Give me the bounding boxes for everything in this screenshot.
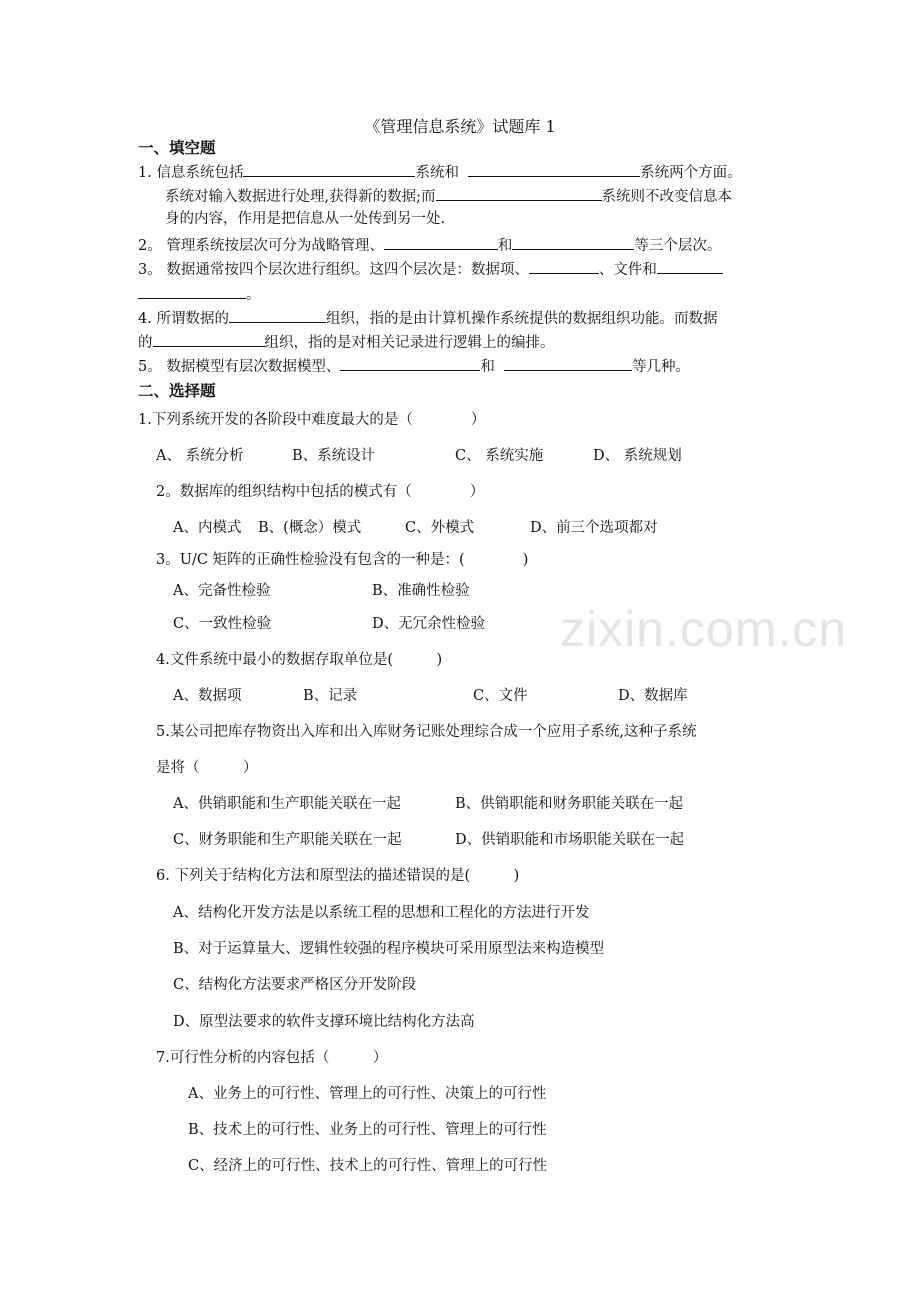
- text: 和: [480, 359, 495, 375]
- text: 1. 信息系统包括: [138, 165, 244, 181]
- text: 系统两个方面。: [640, 165, 742, 181]
- text: 系统对输入数据进行处理,获得新的数据;而: [165, 189, 436, 205]
- text: 系统则不改变信息本: [601, 189, 732, 205]
- text: 等三个层次。: [634, 238, 722, 254]
- choice-option[interactable]: C、结构化方法要求严格区分开发阶段: [173, 977, 417, 993]
- section-heading-fill-blank: 一、填空题: [138, 139, 216, 157]
- text: 的: [138, 335, 153, 351]
- answer-blank[interactable]: [468, 161, 640, 177]
- answer-blank[interactable]: [153, 331, 265, 347]
- choice-option[interactable]: D、前三个选项都对: [530, 520, 658, 536]
- choice-option[interactable]: D、无冗余性检验: [372, 616, 486, 632]
- text: 等几种。: [632, 359, 691, 375]
- answer-blank[interactable]: [243, 161, 415, 177]
- text: 、文件和: [598, 262, 657, 278]
- answer-blank[interactable]: [512, 234, 634, 250]
- choice-question-2: 2。数据库的组织结构中包括的模式有（ ）: [156, 484, 485, 500]
- choice-question-5-line2: 是将（ ）: [156, 760, 258, 776]
- text: 组织，指的是由计算机操作系统提供的数据组织功能。而数据: [325, 311, 718, 327]
- text: 系统和: [415, 165, 459, 181]
- text: 5。 数据模型有层次数据模型、: [138, 359, 341, 375]
- choice-question-4: 4.文件系统中最小的数据存取单位是( ): [156, 652, 443, 668]
- choice-option[interactable]: B、对于运算量大、逻辑性较强的程序模块可采用原型法来构造模型: [173, 941, 605, 957]
- choice-option[interactable]: B、系统设计: [292, 448, 376, 464]
- choice-question-7: 7.可行性分析的内容包括（ ）: [156, 1050, 388, 1066]
- answer-blank[interactable]: [436, 185, 602, 201]
- choice-option[interactable]: B、记录: [303, 688, 358, 704]
- choice-option[interactable]: C、 系统实施: [455, 448, 544, 464]
- answer-blank[interactable]: [657, 258, 723, 274]
- fill-question-1-line2: [165, 185, 732, 207]
- choice-option[interactable]: C、一致性检验: [173, 616, 272, 632]
- choice-question-5-line1: 5.某公司把库存物资出入库和出入库财务记账处理综合成一个应用子系统,这种子系统: [156, 724, 697, 740]
- choice-option[interactable]: A、数据项: [173, 688, 242, 704]
- choice-option[interactable]: A、完备性检验: [173, 583, 271, 599]
- fill-question-4-line2: [138, 331, 555, 353]
- choice-option[interactable]: A、 系统分析: [156, 448, 244, 464]
- choice-option[interactable]: D、供销职能和市场职能关联在一起: [455, 832, 685, 848]
- choice-question-3: 3。U/C 矩阵的正确性检验没有包含的一种是：( ): [156, 552, 529, 568]
- choice-option[interactable]: A、业务上的可行性、管理上的可行性、决策上的可行性: [188, 1086, 547, 1102]
- fill-question-1-line3: 身的内容，作用是把信息从一处传到另一处.: [165, 211, 446, 227]
- answer-blank[interactable]: [138, 283, 246, 299]
- fill-question-4-line1: [138, 307, 717, 329]
- choice-option[interactable]: A、结构化开发方法是以系统工程的思想和工程化的方法进行开发: [173, 905, 590, 921]
- answer-blank[interactable]: [340, 355, 480, 371]
- text: 组织，指的是对相关记录进行逻辑上的编排。: [264, 335, 555, 351]
- choice-option[interactable]: C、外模式: [405, 520, 475, 536]
- fill-question-3-line2: [138, 283, 261, 305]
- text: 。: [246, 287, 261, 303]
- choice-option[interactable]: B、供销职能和财务职能关联在一起: [455, 796, 684, 812]
- choice-option[interactable]: B、技术上的可行性、业务上的可行性、管理上的可行性: [188, 1122, 547, 1138]
- choice-option[interactable]: A、供销职能和生产职能关联在一起: [173, 796, 401, 812]
- choice-option[interactable]: A、内模式: [173, 520, 242, 536]
- fill-question-3-line1: [138, 258, 723, 280]
- choice-option[interactable]: B、准确性检验: [372, 583, 470, 599]
- text: 4. 所谓数据的: [138, 311, 229, 327]
- choice-option[interactable]: D、数据库: [618, 688, 688, 704]
- choice-option[interactable]: D、原型法要求的软件支撑环境比结构化方法高: [173, 1014, 475, 1030]
- answer-blank[interactable]: [504, 355, 632, 371]
- text: 2。 管理系统按层次可分为战略管理、: [138, 238, 384, 254]
- choice-question-6: 6. 下列关于结构化方法和原型法的描述错误的是( ): [156, 868, 520, 884]
- choice-option[interactable]: C、经济上的可行性、技术上的可行性、管理上的可行性: [188, 1158, 548, 1174]
- choice-option[interactable]: D、 系统规划: [593, 448, 682, 464]
- text: 和: [497, 238, 513, 254]
- document-title: 《管理信息系统》试题库 1: [364, 117, 556, 136]
- text: 3。 数据通常按四个层次进行组织。这四个层次是：数据项、: [138, 262, 529, 278]
- fill-question-1-line1: [138, 161, 742, 183]
- choice-option[interactable]: C、文件: [473, 688, 528, 704]
- section-heading-choice: 二、选择题: [138, 382, 216, 400]
- choice-option[interactable]: B、(概念）模式: [258, 520, 362, 536]
- answer-blank[interactable]: [384, 234, 498, 250]
- watermark: zixin.com.cn: [560, 601, 848, 657]
- choice-option[interactable]: C、财务职能和生产职能关联在一起: [173, 832, 402, 848]
- answer-blank[interactable]: [529, 258, 599, 274]
- fill-question-5: [138, 355, 690, 377]
- fill-question-2: [138, 234, 721, 256]
- answer-blank[interactable]: [229, 307, 326, 323]
- choice-question-1: 1.下列系统开发的各阶段中难度最大的是（ ）: [138, 412, 486, 428]
